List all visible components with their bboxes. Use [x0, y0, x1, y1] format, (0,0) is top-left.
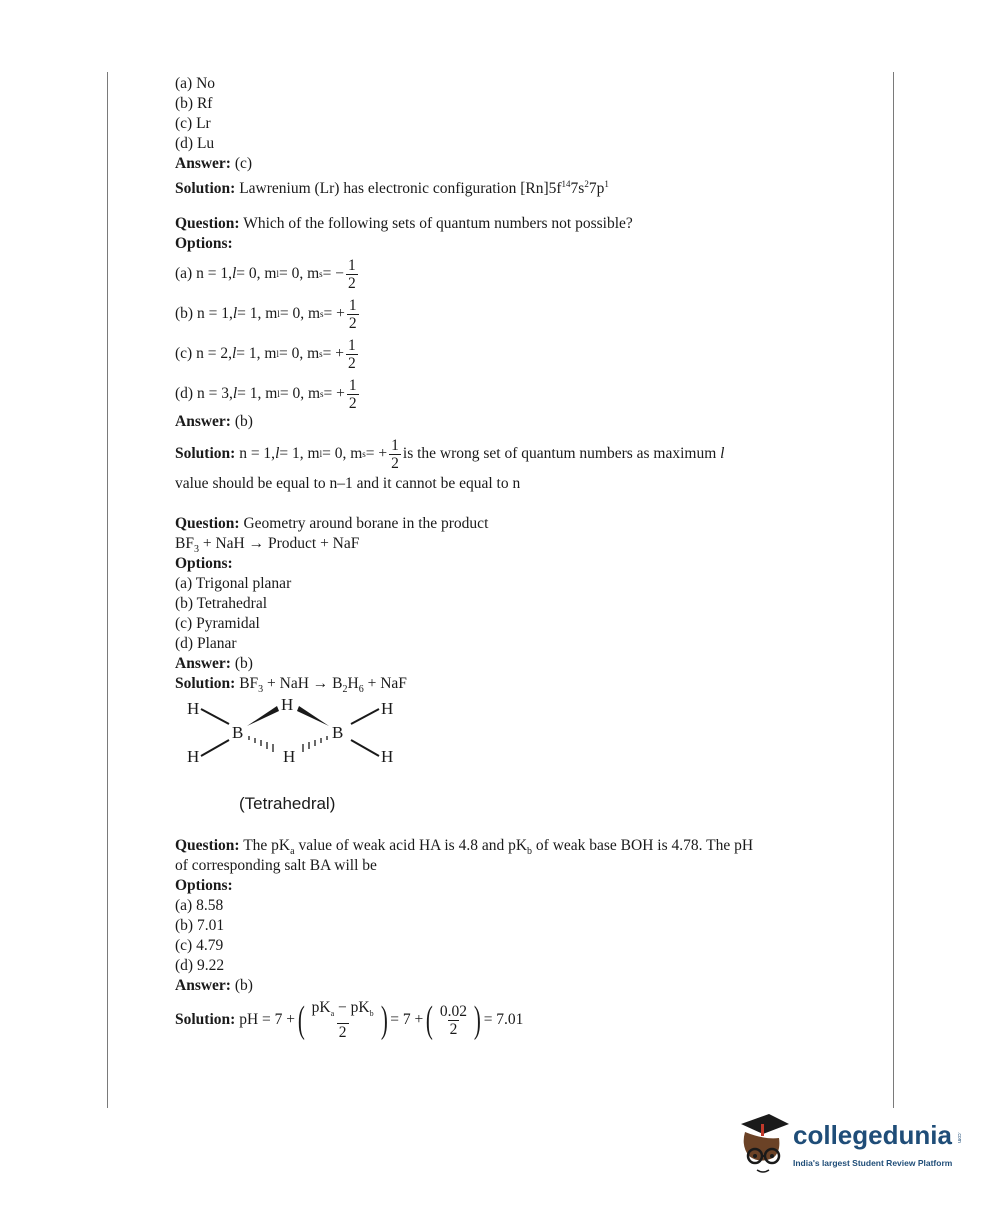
logo-tagline: India's largest Student Review Platform [793, 1158, 953, 1168]
q4-question: Question: The $pK_a$ value of weak acid HA is 4.8 and $pK_b$ of weak base BOH is 4.78. The pH [175, 837, 754, 858]
fraction: $\frac{1}{2}$ [348, 296, 357, 332]
q4-option-c: (c) 4.79 [175, 937, 224, 954]
q2-answer [175, 412, 835, 432]
document-content [175, 74, 835, 1044]
q1-option-d: (d) Lu [175, 135, 215, 152]
q2-options-label: Options: [175, 235, 233, 252]
q3-options-label: Options: [175, 555, 233, 572]
q3-option-b: (b) Tetrahedral [175, 595, 268, 612]
q2-option-b: (b) n = 1, l = 1, m l = 0, m s = + $\frac{1}{2}$ [175, 296, 357, 332]
fraction: $\frac{0.02}{2}$ [439, 1002, 468, 1038]
q4-question-line2: of corresponding salt BA will be [175, 857, 377, 874]
atom-h: H [283, 747, 296, 766]
q3-solution: Solution: $BF_3$ + NaH → $B_2H_6$ + NaF [175, 675, 407, 696]
q3-option-d: (d) Planar [175, 635, 237, 652]
q2-solution: Solution: n = 1, l = 1, m l = 0, m s = + $\frac{1}{2}$ is the wrong set of quantum numbers as maximum l [175, 436, 725, 472]
q4-options-label: Options: [175, 877, 233, 894]
answer-label: Answer: [175, 977, 231, 994]
q3-option-c: (c) Pyramidal [175, 615, 260, 632]
right-margin-line [893, 72, 894, 1108]
collegedunia-logo [735, 1110, 965, 1180]
mascot-icon [735, 1110, 791, 1176]
answer-value: (b) [234, 977, 253, 994]
q1-option-c: (c) Lr [175, 115, 211, 132]
atom-h: H [381, 747, 394, 766]
answer-value: (b) [234, 655, 253, 672]
q3-option-a: (a) Trigonal planar [175, 575, 292, 592]
logo-name: collegedunia [793, 1120, 952, 1150]
atom-b: B [232, 723, 244, 742]
left-margin-line [107, 72, 108, 1108]
fraction: $\frac{1}{2}$ [348, 256, 356, 292]
diborane-svg [185, 696, 425, 776]
q3-answer [175, 654, 835, 674]
q1-option-a: (a) No [175, 75, 216, 92]
answer-value: (b) [234, 413, 253, 430]
q2-solution-line2: value should be equal to n–1 and it cannot be equal to n [175, 475, 521, 492]
q3-reaction: $BF_3$ + NaH → Product + NaF [175, 535, 360, 556]
diagram-caption: (Tetrahedral) [239, 794, 336, 813]
atom-h: H [187, 747, 200, 766]
q1-option-b: (b) Rf [175, 95, 213, 112]
solution-label: Solution: [175, 675, 236, 692]
fraction: $\frac{pK_a - pK_b}{2}$ [311, 999, 374, 1041]
question-label: Question: [175, 215, 240, 232]
fraction: $\frac{1}{2}$ [348, 336, 356, 372]
q2-option-a: (a) n = 1, l = 0, m l = 0, m s = − $\frac{1}{2}$ [175, 256, 356, 292]
diborane-structure-diagram [175, 694, 835, 813]
logo-com: .com [956, 1132, 962, 1143]
q2-question: Question: Which of the following sets of quantum numbers not possible? [175, 215, 633, 232]
q2-option-c: (c) n = 2, l = 1, m l = 0, m s = + $\frac{1}{2}$ [175, 336, 356, 372]
atom-b: B [332, 723, 344, 742]
q4-option-d: (d) 9.22 [175, 957, 225, 974]
fraction: $\frac{1}{2}$ [348, 376, 357, 412]
atom-h: H [187, 699, 200, 718]
q4-solution: Solution: pH = 7 + ( $\frac{pK_a - pK_b}{2}$ ) = 7 + ( $\frac{0.02}{2}$ ) = 7.01 [175, 999, 524, 1041]
q2-option-d: (d) n = 3, l = 1, m l = 0, m s = + $\frac{1}{2}$ [175, 376, 357, 412]
solution-label: Solution: [175, 180, 236, 198]
q1-answer [175, 154, 835, 174]
answer-value: (c) [234, 155, 253, 172]
q4-option-b: (b) 7.01 [175, 917, 225, 934]
q1-solution: Solution: Lawrenium (Lr) has electronic configuration $[Rn]5f^{14}7s^27p^1$ [175, 179, 609, 198]
atom-h: H [381, 699, 394, 718]
q4-answer [175, 976, 835, 996]
fraction: $\frac{1}{2}$ [391, 436, 399, 472]
q4-option-a: (a) 8.58 [175, 897, 224, 914]
question-label: Question: [175, 515, 240, 532]
answer-label: Answer: [175, 413, 231, 430]
answer-label: Answer: [175, 655, 231, 672]
q3-question: Question: Geometry around borane in the product [175, 515, 489, 532]
question-label: Question: [175, 837, 240, 854]
atom-h: H [281, 696, 294, 714]
answer-label: Answer: [175, 155, 231, 172]
